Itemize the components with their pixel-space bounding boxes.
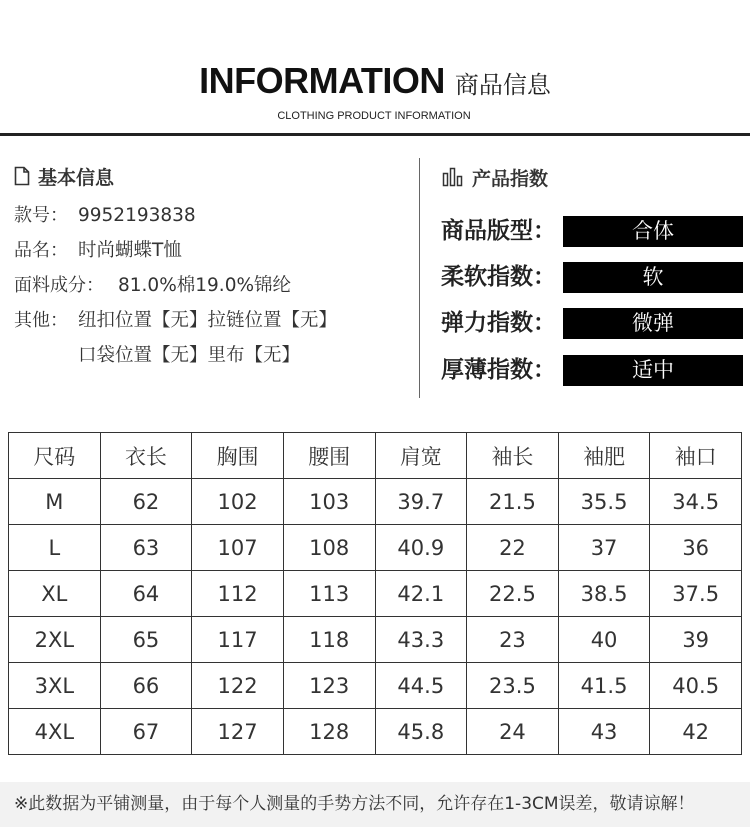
table-row — [9, 571, 742, 617]
table-cell: 113 — [283, 571, 375, 617]
product-index-heading-row — [442, 165, 548, 189]
table-row — [9, 709, 742, 755]
table-header-cell: 腰围 — [283, 433, 375, 479]
page-title: INFORMATION — [199, 60, 445, 101]
table-cell: 112 — [192, 571, 284, 617]
table-cell: 23.5 — [467, 663, 559, 709]
page-header — [0, 61, 750, 101]
table-cell: 22.5 — [467, 571, 559, 617]
index-value-badge: 合体 — [563, 216, 743, 247]
index-row-thickness — [441, 355, 743, 386]
info-value: 9952193838 — [78, 205, 196, 226]
table-cell: 43 — [558, 709, 650, 755]
table-cell: 34.5 — [650, 479, 742, 525]
index-label: 商品版型： — [441, 218, 556, 244]
table-row — [9, 663, 742, 709]
table-cell: 23 — [467, 617, 559, 663]
index-row-fit — [441, 216, 743, 247]
table-cell: 123 — [283, 663, 375, 709]
table-cell: 128 — [283, 709, 375, 755]
table-cell: 66 — [100, 663, 192, 709]
table-cell: 39.7 — [375, 479, 467, 525]
info-label: 品名： — [14, 240, 68, 261]
table-cell: 65 — [100, 617, 192, 663]
info-row-fabric — [14, 274, 414, 298]
table-cell: 21.5 — [467, 479, 559, 525]
table-cell: 40 — [558, 617, 650, 663]
index-value-badge: 软 — [563, 262, 743, 293]
table-cell: 37.5 — [650, 571, 742, 617]
table-header-cell: 胸围 — [192, 433, 284, 479]
size-label-cell: XL — [9, 571, 101, 617]
table-cell: 122 — [192, 663, 284, 709]
table-cell: 64 — [100, 571, 192, 617]
table-cell: 44.5 — [375, 663, 467, 709]
table-header-cell: 尺码 — [9, 433, 101, 479]
page-subtitle: CLOTHING PRODUCT INFORMATION — [277, 110, 471, 122]
index-row-elasticity — [441, 308, 743, 339]
table-cell: 41.5 — [558, 663, 650, 709]
index-value-badge: 适中 — [563, 355, 743, 386]
size-label-cell: 2XL — [9, 617, 101, 663]
footer-note-band — [0, 782, 750, 827]
header-divider — [0, 133, 750, 136]
table-cell: 40.5 — [650, 663, 742, 709]
size-table-body — [9, 479, 742, 755]
table-cell: 42.1 — [375, 571, 467, 617]
info-value: 纽扣位置【无】拉链位置【无】 — [78, 310, 338, 331]
basic-info-heading: 基本信息 — [38, 166, 115, 189]
info-value: 81.0%棉19.0%锦纶 — [118, 275, 292, 296]
index-row-softness — [441, 262, 743, 293]
info-label: 面料成分： — [14, 275, 104, 296]
size-table — [8, 432, 742, 755]
size-label-cell: 4XL — [9, 709, 101, 755]
table-cell: 62 — [100, 479, 192, 525]
table-cell: 39 — [650, 617, 742, 663]
index-label: 厚薄指数： — [441, 357, 556, 383]
table-cell: 45.8 — [375, 709, 467, 755]
size-label-cell: 3XL — [9, 663, 101, 709]
index-label: 弹力指数： — [441, 310, 556, 336]
info-label: 款号： — [14, 205, 68, 226]
table-cell: 118 — [283, 617, 375, 663]
info-row-product-name — [14, 239, 414, 263]
size-label-cell: M — [9, 479, 101, 525]
footer-note: ※此数据为平铺测量，由于每个人测量的手势方法不同，允许存在1-3CM误差，敬请谅解！ — [14, 794, 695, 814]
info-label: 其他： — [14, 310, 68, 331]
table-cell: 63 — [100, 525, 192, 571]
table-header-cell: 衣长 — [100, 433, 192, 479]
table-cell: 67 — [100, 709, 192, 755]
table-header-cell: 袖肥 — [558, 433, 650, 479]
table-cell: 43.3 — [375, 617, 467, 663]
table-header-cell: 袖长 — [467, 433, 559, 479]
index-value-badge: 微弹 — [563, 308, 743, 339]
section-divider — [419, 158, 420, 398]
table-cell: 37 — [558, 525, 650, 571]
table-cell: 36 — [650, 525, 742, 571]
table-row — [9, 525, 742, 571]
table-header-cell: 肩宽 — [375, 433, 467, 479]
table-row — [9, 479, 742, 525]
table-cell: 117 — [192, 617, 284, 663]
info-value-continued: 口袋位置【无】里布【无】 — [78, 345, 301, 366]
document-icon — [14, 166, 30, 186]
info-row-other — [14, 309, 414, 333]
basic-info-heading-row — [14, 164, 114, 188]
table-cell: 107 — [192, 525, 284, 571]
table-cell: 102 — [192, 479, 284, 525]
table-header-cell: 袖口 — [650, 433, 742, 479]
table-cell: 40.9 — [375, 525, 467, 571]
bar-chart-icon — [442, 167, 464, 187]
table-cell: 103 — [283, 479, 375, 525]
table-row — [9, 617, 742, 663]
page-title-cn: 商品信息 — [454, 71, 551, 99]
table-cell: 38.5 — [558, 571, 650, 617]
info-value: 时尚蝴蝶T恤 — [78, 240, 182, 261]
size-label-cell: L — [9, 525, 101, 571]
table-cell: 35.5 — [558, 479, 650, 525]
table-cell: 42 — [650, 709, 742, 755]
index-label: 柔软指数： — [441, 264, 556, 290]
table-cell: 24 — [467, 709, 559, 755]
product-index-heading: 产品指数 — [472, 167, 549, 190]
size-table-head — [9, 433, 742, 479]
table-cell: 127 — [192, 709, 284, 755]
size-table-header — [9, 433, 742, 479]
table-cell: 108 — [283, 525, 375, 571]
info-row-style-no — [14, 204, 414, 228]
table-cell: 22 — [467, 525, 559, 571]
